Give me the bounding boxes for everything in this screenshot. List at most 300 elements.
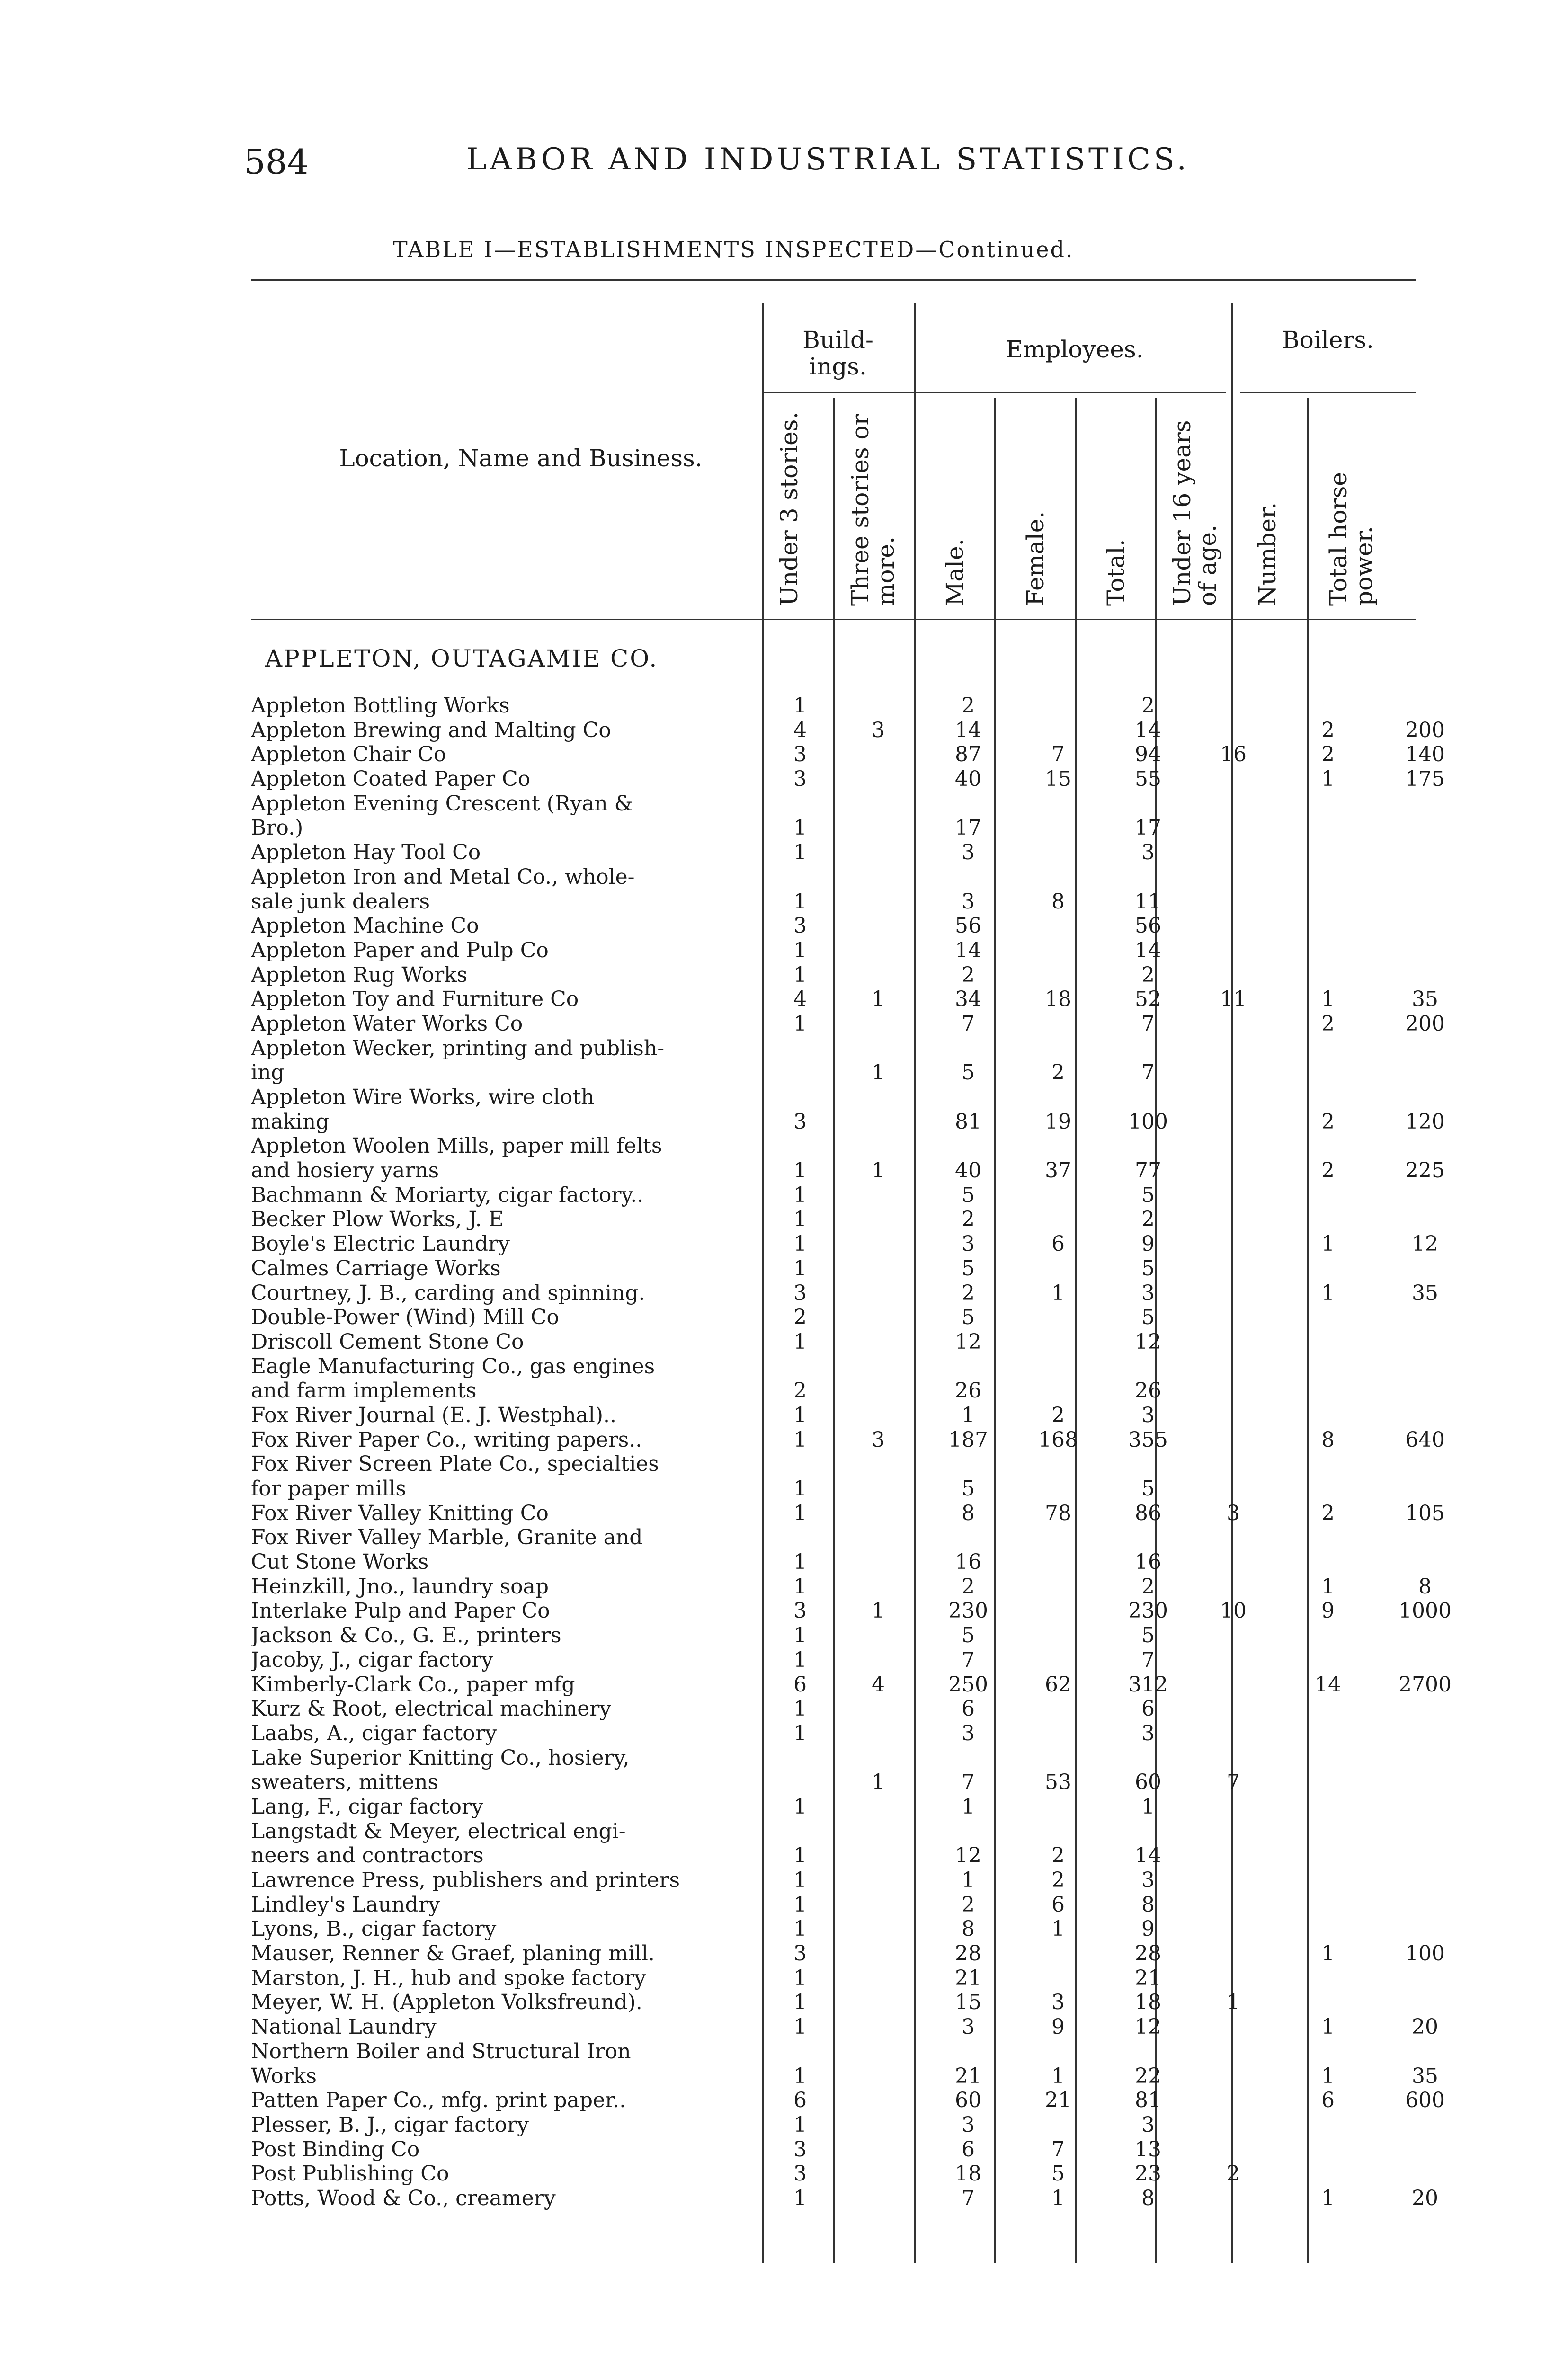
establishment-name: Becker Plow Works, J. E [251, 1207, 504, 1232]
establishment-name: Driscoll Cement Stone Co [251, 1329, 524, 1354]
establishment-name: Jackson & Co., G. E., printers [251, 1623, 561, 1648]
header-male: Male. [941, 538, 969, 606]
table-cell: 1 [1321, 1232, 1335, 1256]
table-row [251, 1354, 1411, 1379]
establishment-name: Appleton Wecker, printing and publish- [251, 1036, 665, 1060]
establishment-name: Appleton Iron and Metal Co., whole- [251, 864, 635, 889]
table-cell: 35 [1412, 1281, 1438, 1305]
table-row [251, 2039, 1411, 2064]
table-row [251, 1232, 1438, 1256]
table-cell: 21 [1135, 1966, 1161, 1990]
table-cell: 21 [1045, 2088, 1071, 2113]
table-cell: 12 [955, 1329, 981, 1354]
table-cell: 1 [793, 816, 807, 840]
table-cell: 11 [1135, 889, 1161, 914]
header-location: Location, Name and Business. [339, 445, 703, 472]
table-cell: 40 [955, 1158, 981, 1183]
table-row [251, 792, 1411, 816]
establishment-name: Post Binding Co [251, 2137, 420, 2162]
table-cell: 2 [1141, 1574, 1155, 1599]
establishment-name: Works [251, 2064, 317, 2088]
table-cell: 6 [962, 1697, 975, 1721]
table-cell: 87 [955, 742, 981, 767]
table-cell: 1 [793, 1207, 807, 1232]
table-cell: 1 [793, 1966, 807, 1990]
table-row [251, 1550, 1411, 1575]
table-row [251, 694, 1411, 718]
table-cell: 3 [1141, 1281, 1155, 1305]
table-cell: 3 [793, 1941, 807, 1966]
establishment-name: Lang, F., cigar factory [251, 1794, 483, 1819]
establishment-name: Plesser, B. J., cigar factory [251, 2112, 529, 2137]
header-buildings: Build-ings. [802, 326, 873, 380]
table-row [251, 1011, 1445, 1036]
table-cell: 3 [1141, 1721, 1155, 1745]
table-cell: 26 [955, 1379, 981, 1403]
table-row [251, 1036, 1411, 1061]
table-cell: 1 [1051, 2186, 1065, 2210]
page-number: 584 [244, 142, 309, 182]
establishment-name: Appleton Toy and Furniture Co [251, 987, 579, 1012]
table-cell: 168 [1038, 1427, 1078, 1452]
establishment-name: Marston, J. H., hub and spoke factory [251, 1966, 646, 1990]
table-cell: 1 [872, 987, 885, 1012]
table-cell: 2 [1051, 1843, 1065, 1868]
table-cell: 1 [793, 1550, 807, 1575]
table-cell: 81 [955, 1109, 981, 1134]
establishment-name: and hosiery yarns [251, 1158, 439, 1183]
table-row [251, 1501, 1445, 1526]
table-cell: 21 [955, 1966, 981, 1990]
table-cell: 7 [1141, 1060, 1155, 1085]
table-row [251, 865, 1411, 890]
table-cell: 230 [948, 1599, 988, 1623]
table-row [251, 742, 1445, 767]
table-cell: 9 [1141, 1232, 1155, 1256]
table-row [251, 1697, 1411, 1721]
buildings-underline [762, 392, 914, 393]
table-row [251, 987, 1438, 1012]
table-cell: 12 [1135, 2015, 1161, 2039]
establishment-name: sweaters, mittens [251, 1770, 438, 1795]
table-cell: 140 [1405, 742, 1445, 767]
table-cell: 3 [962, 2015, 975, 2039]
table-cell: 60 [955, 2088, 981, 2113]
table-cell: 1 [1321, 2015, 1335, 2039]
table-cell: 19 [1045, 1109, 1071, 1134]
table-row [251, 963, 1411, 988]
table-cell: 94 [1135, 742, 1161, 767]
table-cell: 1 [1321, 1941, 1335, 1966]
table-cell: 37 [1045, 1158, 1071, 1183]
table-body [251, 694, 1452, 2211]
table-row [251, 1893, 1411, 1917]
table-cell: 1 [793, 1232, 807, 1256]
table-cell: 16 [1220, 742, 1247, 767]
establishment-name: Fox River Valley Marble, Granite and [251, 1525, 643, 1550]
table-cell: 1 [793, 2015, 807, 2039]
establishment-name: Post Publishing Co [251, 2162, 449, 2186]
establishment-name: Laabs, A., cigar factory [251, 1721, 497, 1745]
table-cell: 5 [962, 1477, 975, 1501]
table-cell: 7 [962, 1647, 975, 1672]
establishment-name: Double-Power (Wind) Mill Co [251, 1305, 560, 1330]
establishment-name: Calmes Carriage Works [251, 1256, 501, 1281]
table-cell: 23 [1135, 2162, 1161, 2186]
establishment-name: Appleton Brewing and Malting Co [251, 718, 611, 742]
table-row [251, 1403, 1411, 1428]
establishment-name: Appleton Water Works Co [251, 1011, 523, 1036]
establishment-name: ing [251, 1060, 285, 1085]
table-cell: 1 [793, 2064, 807, 2088]
table-cell: 1 [793, 1256, 807, 1281]
table-cell: 6 [1141, 1697, 1155, 1721]
table-cell: 3 [793, 1109, 807, 1134]
table-row [251, 1819, 1411, 1844]
establishment-name: Bro.) [251, 816, 303, 840]
table-cell: 2 [1321, 1011, 1335, 1036]
establishment-name: Langstadt & Meyer, electrical engi- [251, 1819, 626, 1843]
table-cell: 5 [962, 1305, 975, 1330]
table-cell: 5 [1141, 1305, 1155, 1330]
table-cell: 8 [1321, 1427, 1335, 1452]
establishment-name: Boyle's Electric Laundry [251, 1232, 510, 1256]
table-title: TABLE I—ESTABLISHMENTS INSPECTED—Continued. [393, 237, 1074, 262]
table-cell: 62 [1045, 1672, 1071, 1697]
table-cell: 10 [1220, 1599, 1247, 1623]
table-cell: 1 [793, 889, 807, 914]
establishment-name: Appleton Woolen Mills, paper mill felts [251, 1134, 662, 1158]
establishment-name: Appleton Wire Works, wire cloth [251, 1085, 595, 1109]
table-row [251, 1060, 1411, 1085]
table-cell: 3 [793, 2162, 807, 2186]
table-row [251, 1966, 1411, 1991]
table-cell: 3 [1141, 840, 1155, 865]
table-cell: 17 [955, 816, 981, 840]
table-cell: 2 [1321, 1501, 1335, 1525]
table-cell: 5 [1141, 1183, 1155, 1207]
establishment-name: making [251, 1109, 330, 1134]
establishment-name: Eagle Manufacturing Co., gas engines [251, 1354, 655, 1379]
table-cell: 7 [1051, 2137, 1065, 2162]
table-row [251, 1599, 1452, 1623]
table-row [251, 2015, 1438, 2039]
table-row [251, 1305, 1411, 1330]
table-cell: 1 [962, 1403, 975, 1427]
table-cell: 6 [962, 2137, 975, 2162]
table-cell: 77 [1135, 1158, 1161, 1183]
table-cell: 1 [1321, 1281, 1335, 1305]
table-cell: 3 [1141, 2112, 1155, 2137]
table-cell: 1 [793, 1183, 807, 1207]
table-row [251, 767, 1445, 792]
table-row [251, 1477, 1411, 1501]
table-cell: 1 [1321, 2186, 1335, 2210]
table-cell: 1 [793, 1477, 807, 1501]
table-cell: 2 [1141, 962, 1155, 987]
table-cell: 4 [872, 1672, 885, 1697]
establishment-name: Potts, Wood & Co., creamery [251, 2186, 556, 2210]
establishment-name: Appleton Rug Works [251, 962, 468, 987]
header-employees: Employees. [1006, 336, 1144, 363]
table-cell: 2 [793, 1305, 807, 1330]
table-cell: 8 [1051, 889, 1065, 914]
table-row [251, 2113, 1411, 2137]
table-cell: 8 [962, 1917, 975, 1941]
table-cell: 7 [1141, 1011, 1155, 1036]
establishment-name: Interlake Pulp and Paper Co [251, 1599, 550, 1623]
table-cell: 1 [793, 1158, 807, 1183]
table-cell: 7 [962, 1011, 975, 1036]
table-cell: 1 [962, 1868, 975, 1892]
establishment-name: Appleton Paper and Pulp Co [251, 938, 549, 962]
table-row [251, 914, 1411, 938]
table-row [251, 1917, 1411, 1941]
table-cell: 1 [1051, 2064, 1065, 2088]
table-row [251, 1379, 1411, 1403]
table-cell: 15 [1045, 767, 1071, 792]
table-cell: 1 [1227, 1990, 1240, 2015]
table-cell: 3 [872, 718, 885, 742]
table-cell: 1 [793, 2112, 807, 2137]
table-cell: 34 [955, 987, 981, 1012]
table-cell: 1 [793, 1892, 807, 1917]
establishment-name: Appleton Chair Co [251, 742, 446, 767]
establishment-name: Appleton Evening Crescent (Ryan & [251, 791, 633, 816]
table-cell: 40 [955, 767, 981, 792]
table-row [251, 1746, 1411, 1771]
table-cell: 2 [1051, 1868, 1065, 1892]
establishment-name: Appleton Bottling Works [251, 694, 510, 718]
table-cell: 14 [1135, 718, 1161, 742]
table-cell: 3 [872, 1427, 885, 1452]
establishment-name: Jacoby, J., cigar factory [251, 1647, 493, 1672]
table-cell: 7 [1141, 1647, 1155, 1672]
establishment-name: Appleton Machine Co [251, 914, 479, 938]
table-row [251, 840, 1411, 865]
table-cell: 6 [793, 2088, 807, 2113]
table-cell: 1 [793, 962, 807, 987]
establishment-name: Heinzkill, Jno., laundry soap [251, 1574, 549, 1599]
table-cell: 8 [962, 1501, 975, 1525]
table-row [251, 1574, 1432, 1599]
table-cell: 20 [1412, 2015, 1438, 2039]
establishment-name: neers and contractors [251, 1843, 484, 1868]
table-row [251, 1868, 1411, 1893]
table-cell: 8 [1141, 2186, 1155, 2210]
table-cell: 4 [793, 718, 807, 742]
table-cell: 355 [1128, 1427, 1168, 1452]
table-cell: 187 [948, 1427, 988, 1452]
table-cell: 2 [1227, 2162, 1240, 2186]
table-cell: 6 [1321, 2088, 1335, 2113]
establishment-name: Kimberly-Clark Co., paper mfg [251, 1672, 575, 1697]
table-cell: 53 [1045, 1770, 1071, 1795]
table-cell: 16 [1135, 1550, 1161, 1575]
table-cell: 8 [1141, 1892, 1155, 1917]
table-cell: 5 [1141, 1477, 1155, 1501]
table-cell: 1 [872, 1770, 885, 1795]
section-title: APPLETON, OUTAGAMIE CO. [265, 645, 659, 672]
table-cell: 1 [793, 1697, 807, 1721]
boilers-underline [1240, 392, 1416, 393]
table-cell: 21 [955, 2064, 981, 2088]
table-cell: 3 [962, 2112, 975, 2137]
establishment-name: Fox River Paper Co., writing papers.. [251, 1427, 642, 1452]
table-cell: 9 [1321, 1599, 1335, 1623]
establishment-name: Cut Stone Works [251, 1550, 429, 1575]
table-cell: 1 [962, 1794, 975, 1819]
establishment-name: Appleton Hay Tool Co [251, 840, 481, 865]
establishment-name: Lindley's Laundry [251, 1892, 440, 1917]
table-cell: 3 [962, 1232, 975, 1256]
table-cell: 14 [1135, 1843, 1161, 1868]
table-cell: 52 [1135, 987, 1161, 1012]
table-row [251, 1134, 1411, 1158]
table-cell: 100 [1128, 1109, 1168, 1134]
table-cell: 3 [962, 840, 975, 865]
table-cell: 78 [1045, 1501, 1071, 1525]
table-cell: 1 [793, 1574, 807, 1599]
establishment-name: Bachmann & Moriarty, cigar factory.. [251, 1183, 644, 1207]
table-row [251, 1427, 1445, 1452]
table-cell: 3 [962, 889, 975, 914]
establishment-name: Lawrence Press, publishers and printers [251, 1868, 680, 1892]
table-row [251, 1085, 1411, 1110]
table-row [251, 2186, 1438, 2211]
header-total: Total. [1102, 539, 1130, 606]
establishment-name: Fox River Screen Plate Co., specialties [251, 1452, 659, 1477]
table-cell: 312 [1128, 1672, 1168, 1697]
table-row [251, 1721, 1411, 1746]
establishment-name: Northern Boiler and Structural Iron [251, 2039, 631, 2064]
table-cell: 35 [1412, 987, 1438, 1012]
table-cell: 16 [955, 1550, 981, 1575]
table-cell: 1 [793, 1917, 807, 1941]
table-row [251, 1795, 1411, 1819]
table-cell: 81 [1135, 2088, 1161, 2113]
page-header [244, 142, 1427, 189]
table-cell: 200 [1405, 718, 1445, 742]
establishment-name: Fox River Journal (E. J. Westphal).. [251, 1403, 616, 1427]
table-cell: 7 [1051, 742, 1065, 767]
table-cell: 1 [793, 1403, 807, 1427]
table-row [251, 1158, 1445, 1183]
header-boilers: Boilers. [1282, 326, 1374, 354]
table-cell: 2 [1051, 1403, 1065, 1427]
table-cell: 7 [962, 1770, 975, 1795]
table-cell: 2 [1321, 718, 1335, 742]
table-cell: 1 [793, 1501, 807, 1525]
table-cell: 6 [1051, 1232, 1065, 1256]
table-cell: 1 [793, 840, 807, 865]
table-cell: 1 [872, 1060, 885, 1085]
table-cell: 14 [955, 718, 981, 742]
table-cell: 2 [1321, 1158, 1335, 1183]
establishment-name: for paper mills [251, 1477, 406, 1501]
table-cell: 5 [962, 1623, 975, 1648]
table-row [251, 1843, 1411, 1868]
establishment-name: Kurz & Root, electrical machinery [251, 1697, 612, 1721]
table-cell: 1 [793, 1990, 807, 2015]
table-cell: 3 [1141, 1403, 1155, 1427]
table-cell: 2 [793, 1379, 807, 1403]
table-cell: 9 [1141, 1917, 1155, 1941]
header-three-stories: Three stories or more. [846, 414, 900, 606]
table-cell: 1 [872, 1158, 885, 1183]
table-cell: 250 [948, 1672, 988, 1697]
table-cell: 6 [1051, 1892, 1065, 1917]
table-cell: 7 [962, 2186, 975, 2210]
table-cell: 11 [1220, 987, 1247, 1012]
table-cell: 7 [1227, 1770, 1240, 1795]
table-cell: 20 [1412, 2186, 1438, 2210]
table-cell: 1 [793, 1329, 807, 1354]
establishment-name: Fox River Valley Knitting Co [251, 1501, 549, 1525]
table-cell: 175 [1405, 767, 1445, 792]
table-row [251, 1256, 1411, 1281]
table-cell: 1 [793, 938, 807, 962]
table-cell: 8 [1418, 1574, 1432, 1599]
table-cell: 5 [1141, 1623, 1155, 1648]
table-cell: 1 [872, 1599, 885, 1623]
table-cell: 18 [1135, 1990, 1161, 2015]
table-row [251, 718, 1445, 743]
table-row [251, 1941, 1445, 1966]
table-cell: 6 [793, 1672, 807, 1697]
table-row [251, 2088, 1445, 2113]
table-cell: 4 [793, 987, 807, 1012]
header-horse-power: Total horse power. [1325, 472, 1378, 606]
table-cell: 18 [955, 2162, 981, 2186]
table-cell: 1 [1051, 1917, 1065, 1941]
table-cell: 14 [1315, 1672, 1341, 1697]
table-cell: 28 [1135, 1941, 1161, 1966]
table-row [251, 1183, 1411, 1208]
establishment-name: sale junk dealers [251, 889, 430, 914]
table-cell: 5 [962, 1183, 975, 1207]
table-cell: 1 [793, 1843, 807, 1868]
establishment-name: Meyer, W. H. (Appleton Volksfreund). [251, 1990, 642, 2015]
table-cell: 2 [962, 962, 975, 987]
establishment-name: National Laundry [251, 2015, 437, 2039]
table-cell: 1 [1321, 1574, 1335, 1599]
table-cell: 3 [1141, 1868, 1155, 1892]
header-top-rule [251, 279, 1416, 281]
table-cell: 2 [962, 1207, 975, 1232]
table-cell: 2 [962, 694, 975, 718]
establishment-name: Mauser, Renner & Graef, planing mill. [251, 1941, 655, 1966]
table-cell: 1 [793, 1794, 807, 1819]
table-cell: 26 [1135, 1379, 1161, 1403]
table-cell: 1 [1321, 987, 1335, 1012]
header-female: Female. [1022, 511, 1049, 606]
table-cell: 3 [793, 1599, 807, 1623]
header-under-16: Under 16 years of age. [1168, 420, 1221, 606]
table-row [251, 2064, 1438, 2089]
establishment-name: Lake Superior Knitting Co., hosiery, [251, 1745, 630, 1770]
table-cell: 200 [1405, 1011, 1445, 1036]
table-row [251, 938, 1411, 963]
table-cell: 2 [962, 1574, 975, 1599]
establishment-name: Patten Paper Co., mfg. print paper.. [251, 2088, 626, 2113]
table-cell: 18 [1045, 987, 1071, 1012]
table-cell: 1 [793, 2186, 807, 2210]
table-row [251, 1525, 1411, 1550]
table-cell: 3 [793, 2137, 807, 2162]
table-cell: 1 [1321, 2064, 1335, 2088]
table-cell: 1 [1321, 767, 1335, 792]
